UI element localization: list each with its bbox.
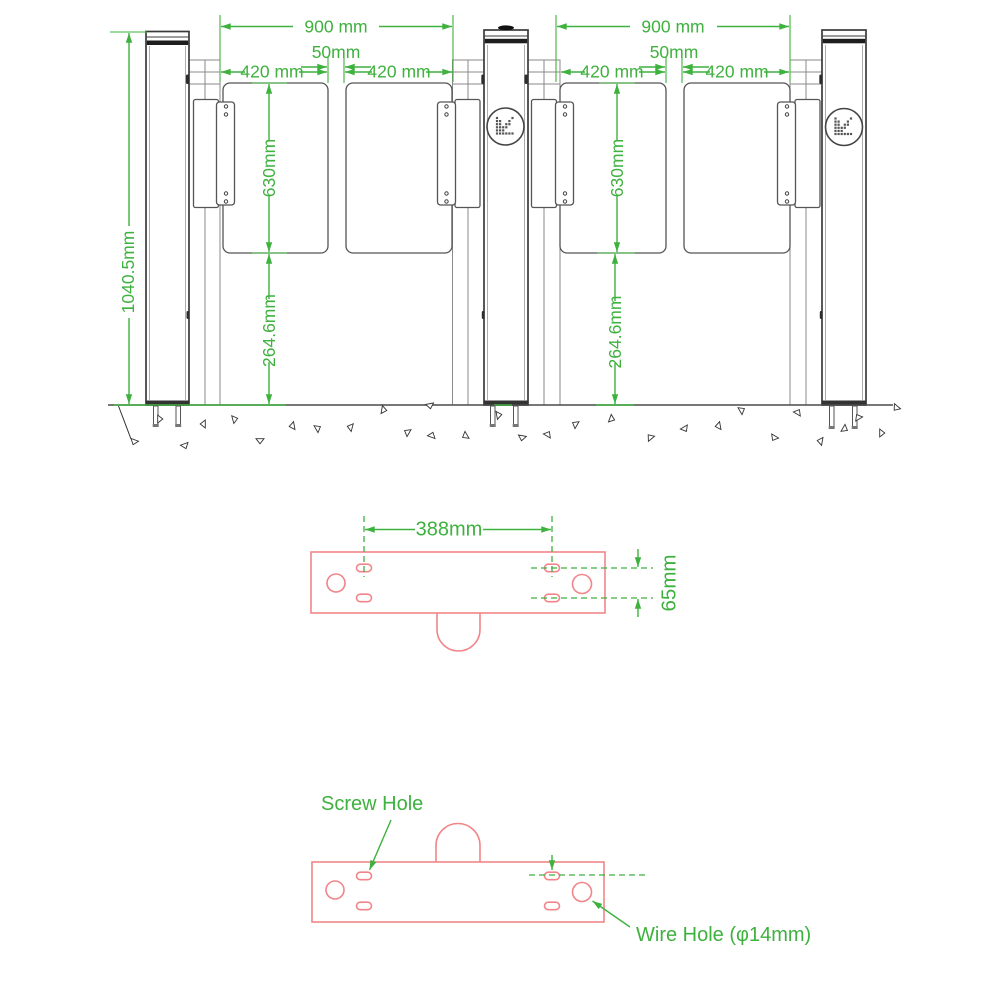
base-plate-bottom-view bbox=[312, 793, 811, 946]
glass-panel-lane2-right bbox=[684, 83, 790, 253]
screw-slot bbox=[545, 902, 560, 910]
base-plate-outline bbox=[311, 552, 605, 613]
wire-hole-right bbox=[573, 575, 592, 594]
dim-lane2-panel-height: 630mm bbox=[607, 138, 627, 198]
pillar-top-light bbox=[498, 25, 514, 30]
base-plate-top-view bbox=[311, 516, 681, 651]
dim-screw-offset: 65mm bbox=[657, 554, 681, 612]
front-elevation-view bbox=[108, 15, 901, 450]
dim-lane1-panel-height: 630mm bbox=[259, 138, 279, 198]
wire-hole-leader bbox=[593, 901, 631, 927]
cabinet-pillar-left bbox=[146, 32, 190, 406]
glass-panel-lane1-right bbox=[346, 83, 452, 253]
screw-slot bbox=[357, 594, 372, 602]
dim-lane2-right-panel: 420 mm bbox=[705, 61, 769, 82]
base-plate-tab bbox=[436, 824, 480, 862]
dim-cabinet-height: 1040.5mm bbox=[118, 230, 138, 314]
wire-hole-label: Wire Hole (φ14mm) bbox=[636, 924, 812, 946]
ground-line bbox=[108, 405, 893, 439]
dim-lane2-left-panel: 420 mm bbox=[580, 61, 644, 82]
dim-screw-span: 388mm bbox=[415, 518, 483, 541]
base-plate-tab bbox=[437, 613, 480, 651]
dim-lane1-right-panel: 420 mm bbox=[367, 61, 431, 82]
cabinet-pillar-center bbox=[481, 25, 528, 405]
screw-slot bbox=[357, 872, 372, 880]
screw-hole-label: Screw Hole bbox=[321, 793, 424, 815]
dim-lane1-width: 900 mm bbox=[304, 16, 368, 37]
cabinet-pillar-right bbox=[819, 30, 866, 406]
dim-lane2-width: 900 mm bbox=[641, 16, 705, 37]
dim-lane1-gap: 50mm bbox=[311, 42, 361, 62]
base-plate-annotations bbox=[321, 793, 811, 946]
anchor-bolts bbox=[153, 406, 858, 429]
base-plate-outline bbox=[312, 862, 604, 922]
wire-hole-right bbox=[573, 883, 592, 902]
base-plate-dimensions bbox=[364, 516, 681, 617]
wire-hole-left bbox=[326, 881, 344, 899]
dim-lane2-ground-clearance: 264.6mm bbox=[605, 295, 625, 369]
floor-leader-line bbox=[119, 406, 132, 439]
dim-lane1-left-panel: 420 mm bbox=[240, 61, 304, 82]
dim-lane2-gap: 50mm bbox=[649, 42, 699, 62]
wire-hole-left bbox=[327, 574, 345, 592]
screw-slot bbox=[545, 872, 560, 880]
dim-lane1-ground-clearance: 264.6mm bbox=[259, 294, 279, 367]
screw-slot bbox=[357, 902, 372, 910]
